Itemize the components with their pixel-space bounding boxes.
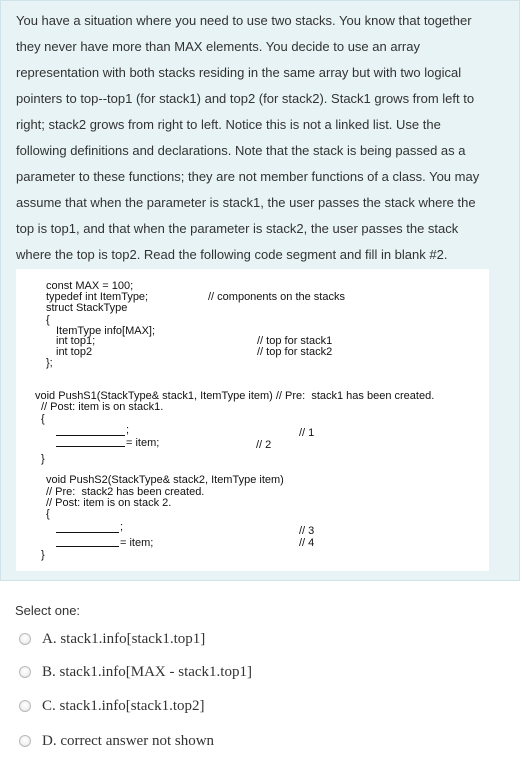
code-brace: {	[41, 413, 45, 425]
code-semicolon: ;	[126, 424, 130, 436]
code-assign-item: = item;	[120, 537, 154, 549]
question-line: right; stack2 grows from right to left. Notice this is not a linked list. Use the	[16, 117, 441, 132]
question-line: following definitions and declarations. Note that the stack is being passed as a	[16, 143, 466, 158]
code-comment-blank-4: // 4	[299, 537, 315, 549]
question-line: parameter to these functions; they are not member functions of a class. You may	[16, 169, 480, 184]
option-label: C. stack1.info[stack1.top2]	[42, 698, 205, 714]
code-line-struct: struct StackType	[46, 302, 128, 314]
code-image	[16, 269, 489, 571]
code-brace: }	[41, 549, 45, 561]
question-line: representation with both stacks residing in the same array but with two logical	[16, 65, 462, 80]
code-line-push2-signature: void PushS2(StackType& stack2, ItemType item)	[46, 474, 284, 486]
blank-4	[56, 546, 119, 547]
code-comment-blank-3: // 3	[299, 525, 315, 537]
select-one-label: Select one:	[15, 603, 81, 618]
code-line-push2-post: // Post: item is on stack 2.	[46, 497, 172, 509]
question-line: assume that when the parameter is stack1, the user passes the stack where the	[16, 195, 476, 210]
option-label: A. stack1.info[stack1.top1]	[42, 631, 206, 647]
option-label: D. correct answer not shown	[42, 733, 215, 749]
radio-button[interactable]	[19, 700, 31, 712]
question-text	[16, 8, 506, 268]
blank-2	[56, 446, 125, 447]
code-line-const: const MAX = 100;	[46, 280, 134, 292]
code-comment-blank-2: // 2	[256, 439, 272, 451]
code-line-top2: int top2	[56, 346, 93, 358]
question-line: You have a situation where you need to use two stacks. You know that together	[16, 13, 472, 28]
blank-1	[56, 435, 125, 436]
code-line-top1: int top1;	[56, 335, 96, 347]
question-line: top is top1, and that when the parameter is stack2, the user passes the stack	[16, 221, 459, 236]
option-label: B. stack1.info[MAX - stack1.top1]	[42, 664, 252, 680]
code-comment-components: // components on the stacks	[208, 291, 345, 303]
code-line-typedef: typedef int ItemType;	[46, 291, 149, 303]
question-line: they never have more than MAX elements. You decide to use an array	[16, 39, 420, 54]
question-line: pointers to top--top1 (for stack1) and top2 (for stack2). Stack1 grows from left to	[16, 91, 475, 106]
code-assign-item: = item;	[126, 437, 160, 449]
code-line-push1-signature: void PushS1(StackType& stack1, ItemType item) // Pre: stack1 has been created.	[35, 390, 435, 402]
code-comment-top2: // top for stack2	[257, 346, 333, 358]
code-brace: {	[46, 314, 50, 326]
code-line-push2-pre: // Pre: stack2 has been created.	[46, 486, 205, 498]
blank-3	[56, 532, 119, 533]
radio-button[interactable]	[19, 666, 31, 678]
code-comment-top1: // top for stack1	[257, 335, 333, 347]
question-line: where the top is top2. Read the following code segment and fill in blank #2.	[16, 247, 448, 262]
code-brace: };	[46, 357, 53, 369]
code-brace: {	[46, 508, 50, 520]
code-semicolon: ;	[120, 521, 124, 533]
radio-button[interactable]	[19, 633, 31, 645]
radio-button[interactable]	[19, 735, 31, 747]
code-brace: }	[41, 453, 45, 465]
code-comment-blank-1: // 1	[299, 427, 315, 439]
code-line-info: ItemType info[MAX];	[56, 325, 156, 337]
code-line-push1-post: // Post: item is on stack1.	[41, 401, 164, 413]
